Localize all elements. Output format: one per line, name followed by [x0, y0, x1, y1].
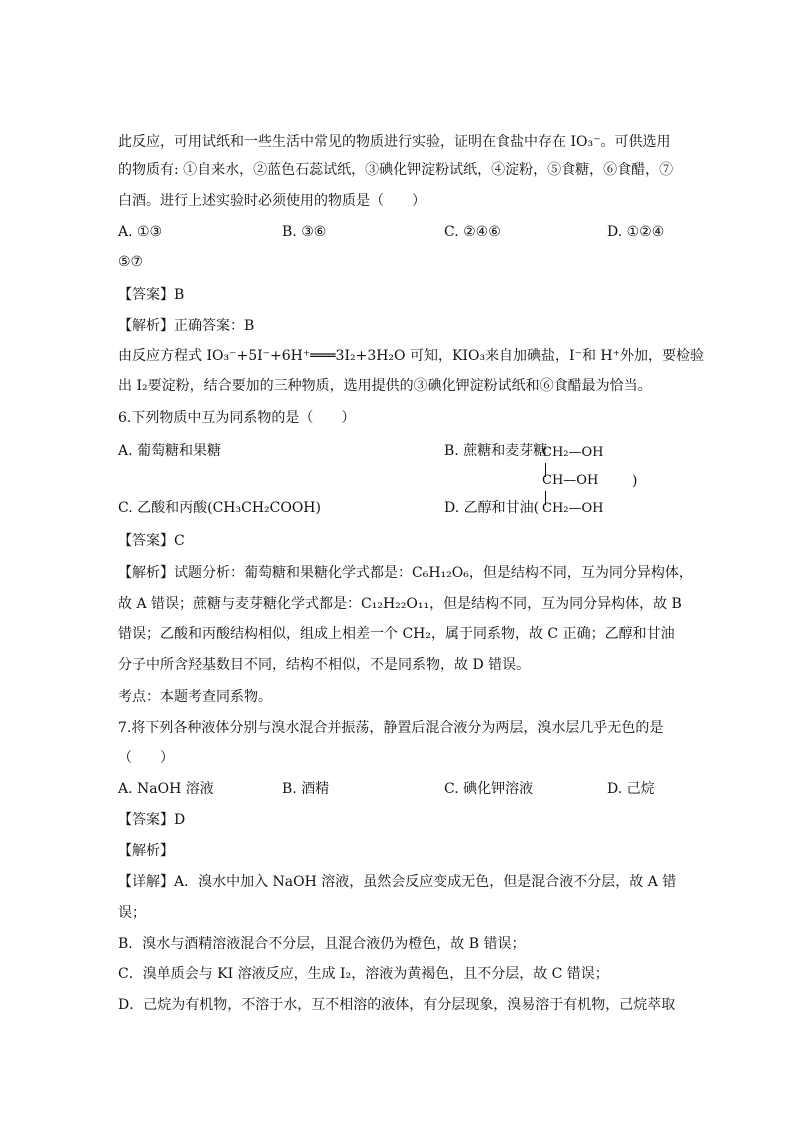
glycerol-row-3: CH₂—OH: [542, 501, 604, 516]
q6-analysis-line-3: 错误；乙酸和丙酸结构相似，组成上相差一个 CH₂，属于同系物，故 C 正确；乙醇和甘油: [118, 626, 675, 642]
q7-detail-line-4: C．溴单质会与 KI 溶液反应，生成 I₂，溶液为黄褐色，且不分层，故 C 错误；: [118, 966, 609, 982]
q6-option-c: C. 乙酸和丙酸(CH₃CH₂COOH): [118, 500, 321, 516]
q6-option-d: D. 乙醇和甘油(: [444, 500, 540, 516]
q7-detail-line-5: D．己烷为有机物，不溶于水，互不相溶的液体，有分层现象，溴易溶于有机物，己烷萃取: [118, 997, 676, 1013]
intro-analysis-line-2: 出 I₂要淀粉，结合要加的三种物质，选用提供的③碘化钾淀粉试纸和⑥食醋最为恰当。: [118, 378, 652, 394]
q7-option-c: C. 碘化钾溶液: [444, 781, 534, 797]
q6-answer: 【答案】C: [118, 533, 185, 549]
q7-option-b: B. 酒精: [282, 781, 330, 797]
intro-option-wrap: ⑤⑦: [118, 254, 144, 270]
q7-detail-line-3: B．溴水与酒精溶液混合不分层，且混合液仍为橙色，故 B 错误；: [118, 936, 526, 952]
intro-option-c: C. ②④⑥: [444, 224, 501, 240]
q6-analysis-line-1: 【解析】试题分析：葡萄糖和果糖化学式都是：C₆H₁₂O₆，但是结构不同，互为同分异构体，: [118, 565, 693, 581]
intro-analysis-head: 【解析】正确答案：B: [118, 318, 255, 334]
q6-analysis-line-4: 分子中所含羟基数目不同，结构不相似，不是同系物，故 D 错误。: [118, 657, 531, 673]
glycerol-row-2: CH—OH: [542, 473, 599, 488]
q7-detail-line-2: 误；: [118, 905, 146, 921]
q6-option-d-close: ): [632, 473, 638, 489]
intro-line-3: 白酒。进行上述实验时必须使用的物质是（ ）: [118, 193, 426, 209]
q6-option-b: B. 蔗糖和麦芽糖: [444, 443, 548, 459]
q7-option-d: D. 己烷: [607, 781, 655, 797]
q7-answer: 【答案】D: [118, 812, 186, 828]
q7-detail-line-1: 【详解】A．溴水中加入 NaOH 溶液，虽然会反应变成无色，但是混合液不分层，故 A 错: [118, 874, 677, 890]
q6-point: 考点：本题考查同系物。: [118, 689, 272, 705]
q6-stem: 6.下列物质中互为同系物的是（ ）: [118, 410, 356, 426]
q7-analysis-head: 【解析】: [118, 843, 174, 859]
q7-option-a: A. NaOH 溶液: [118, 781, 214, 797]
intro-answer: 【答案】B: [118, 287, 185, 303]
intro-option-b: B. ③⑥: [282, 224, 327, 240]
intro-analysis-line-1: 由反应方程式 IO₃⁻+5I⁻+6H⁺═══3I₂+3H₂O 可知，KIO₃来自加碘盐，I⁻和 H⁺外加，要检验: [118, 348, 705, 364]
intro-line-2: 的物质有: ①自来水，②蓝色石蕊试纸，③碘化钾淀粉试纸，④淀粉，⑤食糖，⑥食醋，⑦: [118, 162, 674, 178]
intro-line-1: 此反应，可用试纸和一些生活中常见的物质进行实验，证明在食盐中存在 IO₃⁻。可供选用: [118, 134, 671, 150]
intro-option-d: D. ①②④: [607, 224, 665, 240]
q7-stem-paren: （ ）: [118, 750, 174, 766]
q6-option-a: A. 葡萄糖和果糖: [118, 443, 222, 459]
intro-option-a: A. ①③: [118, 224, 163, 240]
q6-analysis-line-2: 故 A 错误；蔗糖与麦芽糖化学式都是：C₁₂H₂₂O₁₁，但是结构不同，互为同分异构体，故 B: [118, 596, 682, 612]
glycerol-row-1: CH₂—OH: [542, 445, 604, 460]
q7-stem: 7.将下列各种液体分别与溴水混合并振荡，静置后混合液分为两层，溴水层几乎无色的是: [118, 720, 664, 736]
